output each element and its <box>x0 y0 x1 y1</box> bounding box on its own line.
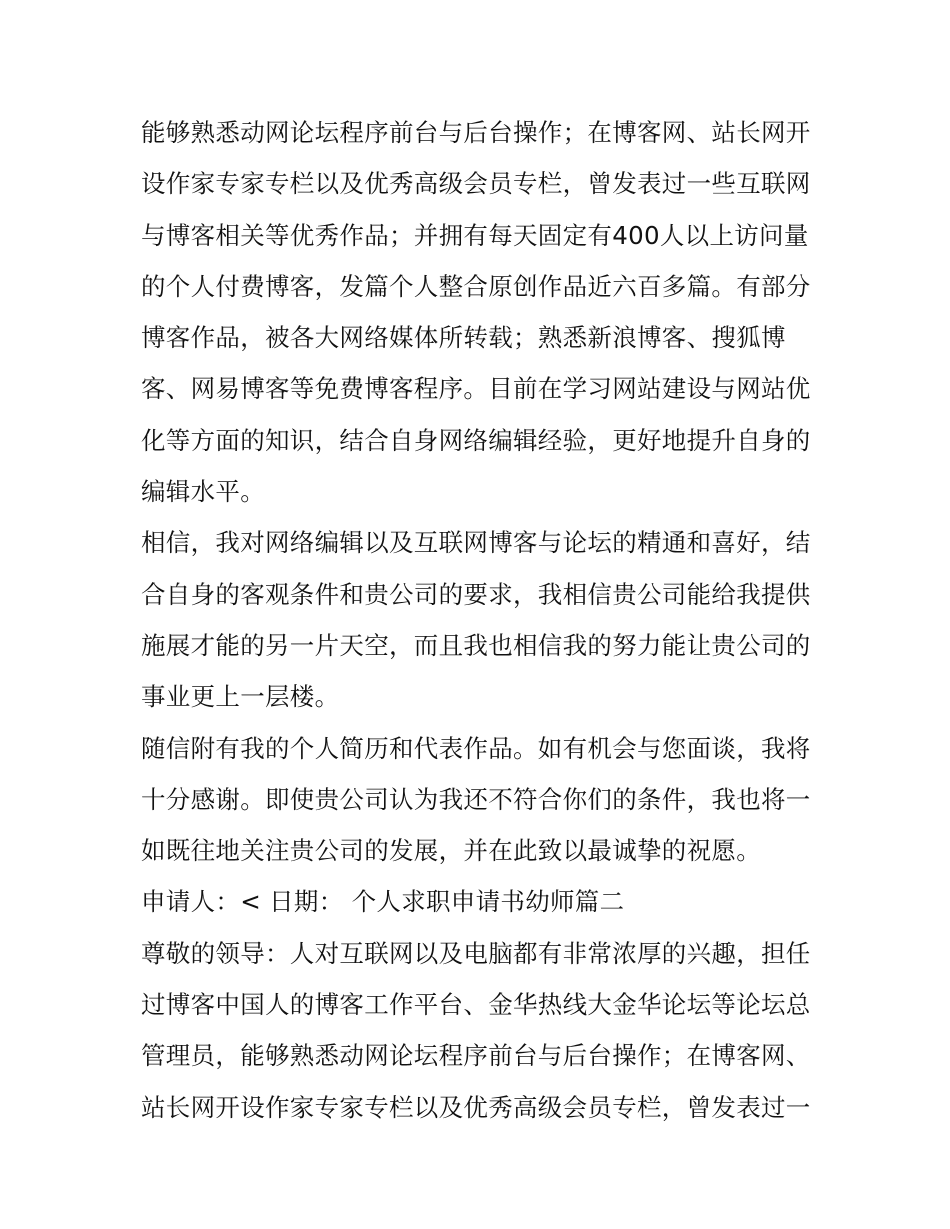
text-line: 客、网易博客等免费博客程序。目前在学习网站建设与网站优 <box>141 374 811 404</box>
text-line: 站长网开设作家专家专栏以及优秀高级会员专栏，曾发表过一 <box>141 1092 811 1122</box>
text-line: 十分感谢。即使贵公司认为我还不符合你们的条件，我也将一 <box>141 784 811 814</box>
text-line: 与博客相关等优秀作品；并拥有每天固定有400人以上访问量 <box>141 220 809 250</box>
text-line: 过博客中国人的博客工作平台、金华热线大金华论坛等论坛总 <box>141 990 811 1020</box>
text-line: 的个人付费博客，发篇个人整合原创作品近六百多篇。有部分 <box>141 271 811 301</box>
signature-date-line: 申请人：< 日期： 个人求职申请书幼师篇二 <box>141 887 625 917</box>
document-body <box>141 107 813 1133</box>
text-line: 合自身的客观条件和贵公司的要求，我相信贵公司能给我提供 <box>141 579 811 609</box>
text-line: 相信，我对网络编辑以及互联网博客与论坛的精通和喜好，结 <box>141 528 811 558</box>
text-line: 事业更上一层楼。 <box>141 682 340 712</box>
text-line: 管理员，能够熟悉动网论坛程序前台与后台操作；在博客网、 <box>141 1041 811 1071</box>
text-line: 尊敬的领导：人对互联网以及电脑都有非常浓厚的兴趣，担任 <box>141 938 811 968</box>
text-line: 随信附有我的个人简历和代表作品。如有机会与您面谈，我将 <box>141 733 811 763</box>
text-line: 博客作品，被各大网络媒体所转载；熟悉新浪博客、搜狐博 <box>141 323 786 353</box>
text-line: 设作家专家专栏以及优秀高级会员专栏，曾发表过一些互联网 <box>141 169 811 199</box>
text-line: 化等方面的知识，结合自身网络编辑经验，更好地提升自身的 <box>141 425 811 455</box>
text-line: 编辑水平。 <box>141 477 265 507</box>
text-line: 能够熟悉动网论坛程序前台与后台操作；在博客网、站长网开 <box>141 118 811 147</box>
text-line: 如既往地关注贵公司的发展，并在此致以最诚挚的祝愿。 <box>141 836 761 866</box>
text-line: 施展才能的另一片天空，而且我也相信我的努力能让贵公司的 <box>141 630 811 660</box>
